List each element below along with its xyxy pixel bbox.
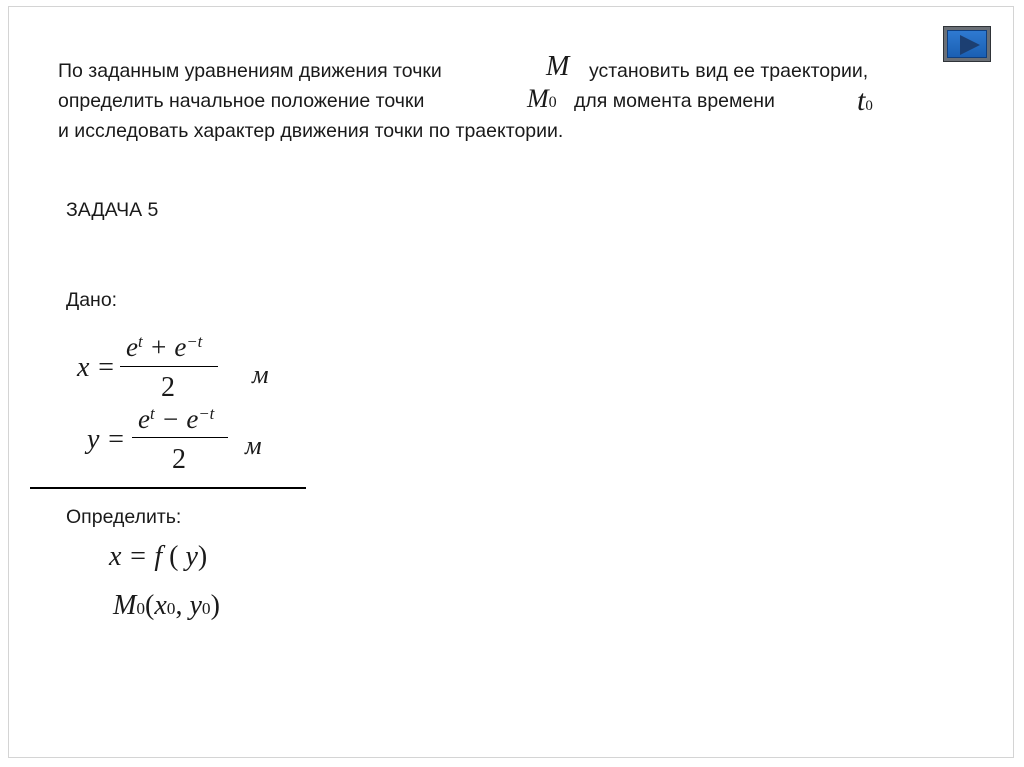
task-line-2-end: для момента времени	[574, 90, 775, 112]
x-fraction-bar	[120, 366, 218, 367]
given-label: Дано:	[66, 289, 118, 311]
task-line-1-start: По заданным уравнениям движения точки	[58, 60, 442, 82]
point-m-symbol: M	[546, 51, 570, 82]
x-equation-numerator: $e^t + e^{-t}$	[126, 331, 203, 362]
section-divider	[30, 487, 306, 489]
play-right-icon	[948, 31, 988, 59]
problem-title: ЗАДАЧА 5	[66, 199, 159, 221]
task-line-3: и исследовать характер движения точки по траектории.	[58, 120, 564, 142]
x-equation-lhs: x =	[77, 352, 116, 383]
x-equation-denominator: 2	[161, 372, 175, 403]
x-unit: м	[252, 360, 269, 389]
find-label: Определить:	[66, 506, 182, 528]
y-equation-numerator: $e^t - e^{-t}$	[138, 403, 215, 434]
next-slide-button[interactable]	[943, 26, 991, 62]
time-symbol: t0	[857, 84, 873, 117]
y-equation-lhs: y =	[87, 424, 126, 455]
slide-frame	[8, 6, 1014, 758]
find-initial-point-formula: M0(x0, y0)	[113, 590, 220, 621]
y-unit: м	[245, 431, 262, 460]
task-line-1-end: установить вид ее траектории,	[589, 60, 869, 82]
find-function-formula: x = f ( y)	[109, 541, 208, 572]
y-equation-denominator: 2	[172, 444, 186, 475]
initial-point-symbol: M0	[527, 84, 557, 113]
y-fraction-bar	[132, 437, 228, 438]
task-line-2-start: определить начальное положение точки	[58, 90, 425, 112]
